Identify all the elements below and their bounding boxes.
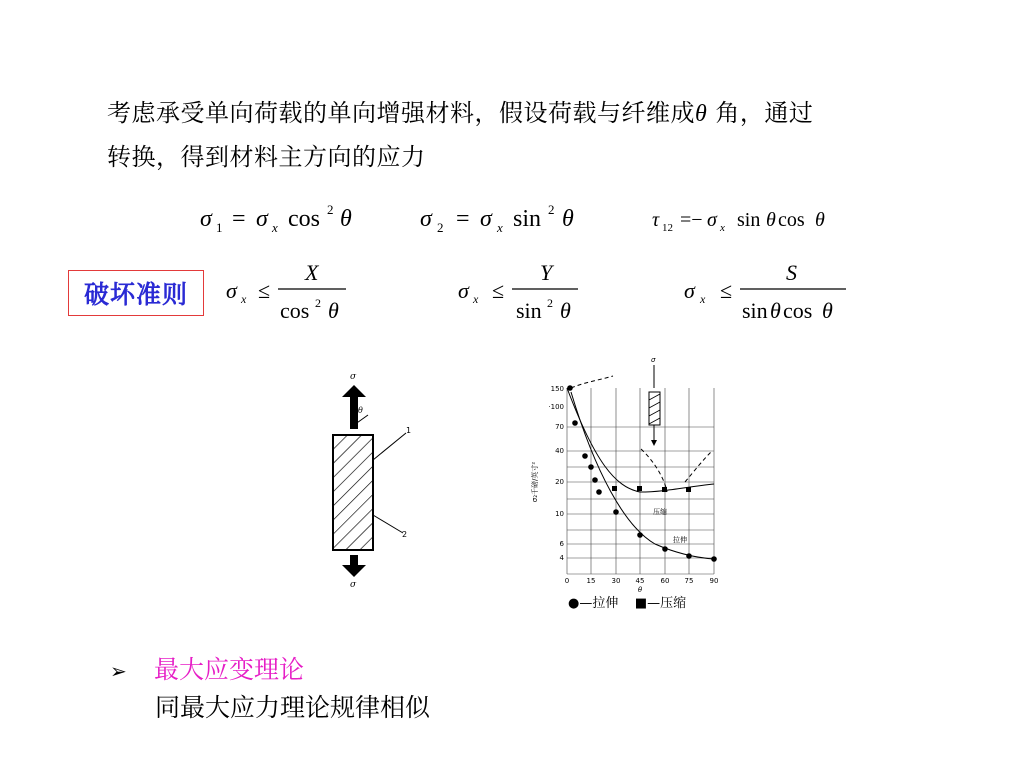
svg-text:θ: θ	[340, 206, 352, 232]
y-tick: 10	[555, 510, 564, 518]
svg-text:θ: θ	[770, 298, 781, 323]
svg-text:2: 2	[548, 202, 555, 217]
y-axis-label: σ₂千磅/英寸²	[531, 461, 539, 503]
x-tick: 45	[635, 577, 645, 585]
x-tick: 0	[564, 577, 570, 585]
legend-tension: ●—拉伸	[568, 596, 619, 611]
formula-sigma2	[420, 202, 574, 235]
lamina-load-figure	[318, 365, 418, 590]
y-tick: 70	[555, 423, 564, 431]
svg-text:sin: sin	[516, 298, 542, 323]
svg-text:σ: σ	[480, 206, 492, 232]
svg-text:σ: σ	[651, 356, 656, 364]
intro-line-2: 转换，得到材料主方向的应力	[107, 143, 426, 171]
legend-compress: ■—压缩	[634, 596, 687, 611]
svg-text:σ: σ	[350, 372, 357, 382]
y-tick: ·100	[548, 403, 564, 411]
svg-text:≤: ≤	[492, 278, 505, 303]
svg-text:sin: sin	[742, 298, 768, 323]
failure-criterion-label: 破坏准则	[68, 270, 204, 316]
svg-text:θ: θ	[358, 406, 363, 415]
criterion-y	[458, 260, 578, 323]
svg-text:2: 2	[327, 202, 334, 217]
svg-text:1: 1	[406, 426, 412, 435]
formula-sigma1	[200, 202, 352, 235]
svg-text:θ: θ	[822, 298, 833, 323]
svg-text:θ: θ	[328, 298, 339, 323]
svg-text:cos: cos	[280, 298, 310, 323]
svg-text:≤: ≤	[258, 278, 271, 303]
y-tick: 40	[555, 447, 564, 455]
x-axis-label: θ	[637, 586, 643, 594]
svg-text:cos: cos	[288, 206, 320, 232]
compression-curve	[567, 388, 714, 492]
specimen-inset	[649, 356, 660, 446]
svg-text:=: =	[456, 206, 470, 232]
section-subtitle: 同最大应力理论规律相似	[155, 693, 431, 722]
svg-text:X: X	[305, 260, 319, 285]
down-arrow-icon	[342, 565, 366, 577]
arrowhead-bullet-icon: ➢	[110, 659, 127, 683]
svg-text:σ: σ	[226, 278, 237, 303]
svg-text:S: S	[786, 260, 797, 285]
compress-curve-label: 压缩	[653, 508, 667, 516]
svg-text:2: 2	[547, 296, 553, 310]
svg-text:2: 2	[315, 296, 321, 310]
tension-points	[567, 385, 717, 562]
hatched-specimen	[333, 435, 373, 550]
svg-text:x: x	[497, 220, 503, 235]
section-heading	[110, 650, 304, 686]
section-title: 最大应变理论	[154, 655, 305, 684]
svg-text:θ: θ	[815, 209, 825, 231]
intro-paragraph	[107, 92, 937, 179]
svg-text:1: 1	[216, 220, 223, 235]
svg-text:2: 2	[437, 220, 444, 235]
svg-text:≤: ≤	[720, 278, 733, 303]
y-tick: 20	[555, 478, 564, 486]
svg-text:θ: θ	[560, 298, 571, 323]
theta-symbol: θ	[695, 101, 708, 127]
svg-text:x: x	[473, 292, 479, 306]
svg-text:2: 2	[402, 530, 408, 539]
svg-text:θ: θ	[562, 206, 574, 232]
svg-text:τ: τ	[652, 209, 660, 231]
chart-legend	[568, 592, 686, 611]
svg-text:σ: σ	[458, 278, 469, 303]
up-arrow-icon	[342, 385, 366, 397]
y-tick: 150	[550, 385, 564, 393]
x-tick: 75	[684, 577, 694, 585]
formula-tau12	[652, 209, 825, 234]
svg-text:θ: θ	[766, 209, 776, 231]
strength-angle-chart	[515, 352, 745, 597]
svg-text:σ: σ	[256, 206, 268, 232]
tension-curve-label: 拉伸	[673, 536, 687, 544]
svg-text:x: x	[720, 222, 725, 234]
x-tick: 30	[611, 577, 621, 585]
svg-text:sin: sin	[737, 209, 761, 231]
svg-text:x: x	[241, 292, 247, 306]
svg-text:Y: Y	[540, 260, 553, 285]
y-tick: 6	[559, 540, 564, 548]
x-tick: 15	[586, 577, 596, 585]
svg-text:σ: σ	[420, 206, 432, 232]
svg-text:=: =	[232, 206, 246, 232]
x-tick: 60	[660, 577, 670, 585]
svg-text:cos: cos	[783, 298, 813, 323]
svg-text:cos: cos	[778, 209, 805, 231]
svg-text:x: x	[272, 220, 278, 235]
svg-text:σ: σ	[350, 580, 357, 590]
criterion-s	[684, 260, 846, 323]
svg-text:x: x	[700, 292, 706, 306]
x-tick: 90	[709, 577, 719, 585]
svg-text:σ: σ	[200, 206, 212, 232]
svg-text:σ: σ	[684, 278, 695, 303]
criterion-x	[226, 260, 346, 323]
svg-text:σ: σ	[707, 209, 717, 231]
intro-line-1: 考虑承受单向荷载的单向增强材料，假设荷载与纤维成θ 角，通过	[107, 99, 814, 127]
svg-text:=−: =−	[680, 209, 703, 231]
y-tick: 4	[559, 554, 564, 562]
svg-text:sin: sin	[513, 206, 542, 232]
chart-grid	[567, 388, 714, 574]
svg-text:12: 12	[662, 222, 673, 234]
